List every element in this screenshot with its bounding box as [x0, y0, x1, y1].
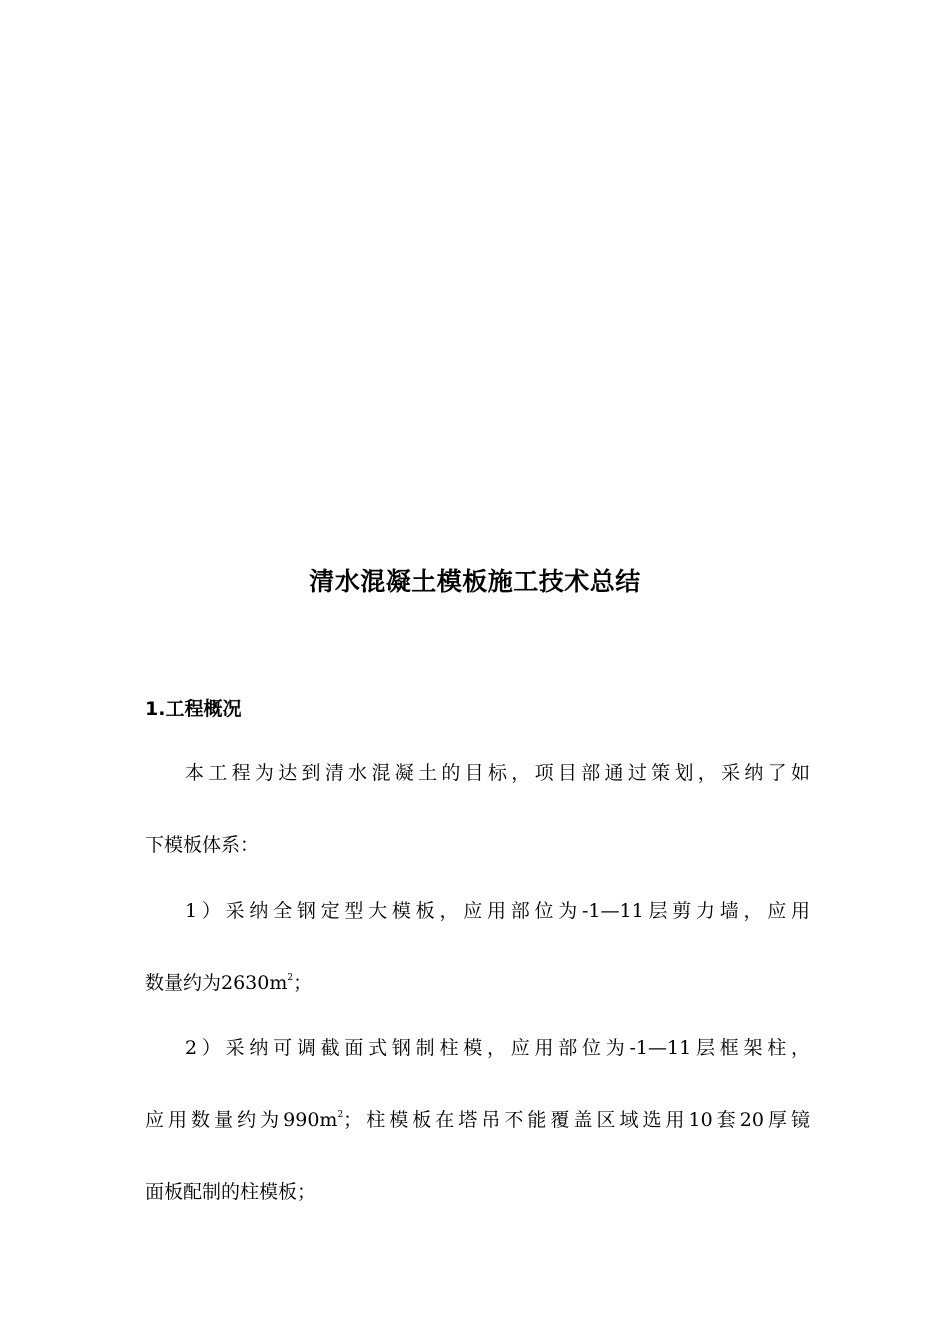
intro-paragraph-line-2: 下模板体系： [145, 834, 260, 856]
list-item-2-line-3: 面板配制的柱模板； [145, 1181, 317, 1203]
list-item-1-text: 数量约为2630m [145, 972, 288, 994]
list-item-2-text: 应用数量约为990m [145, 1109, 338, 1131]
list-item-1-line-1: 1）采纳全钢定型大模板，应用部位为-1—11层剪力墙，应用 [185, 900, 810, 922]
square-meter-superscript: 2 [287, 973, 294, 983]
list-item-2-continuation: ；柱模板在塔吊不能覆盖区域选用10套20厚镜 [343, 1109, 810, 1131]
list-item-1-end: ； [293, 972, 313, 994]
list-item-1-line-2 [145, 968, 810, 998]
section-heading: 1.工程概况 [145, 698, 242, 720]
document-title: 清水混凝土模板施工技术总结 [309, 567, 641, 596]
square-meter-superscript: 2 [337, 1110, 344, 1120]
intro-paragraph-line-1: 本工程为达到清水混凝土的目标，项目部通过策划，采纳了如 [185, 762, 810, 784]
list-item-2-line-1: 2）采纳可调截面式钢制柱模，应用部位为-1—11层框架柱， [185, 1037, 810, 1059]
list-item-2-line-2 [145, 1105, 810, 1135]
